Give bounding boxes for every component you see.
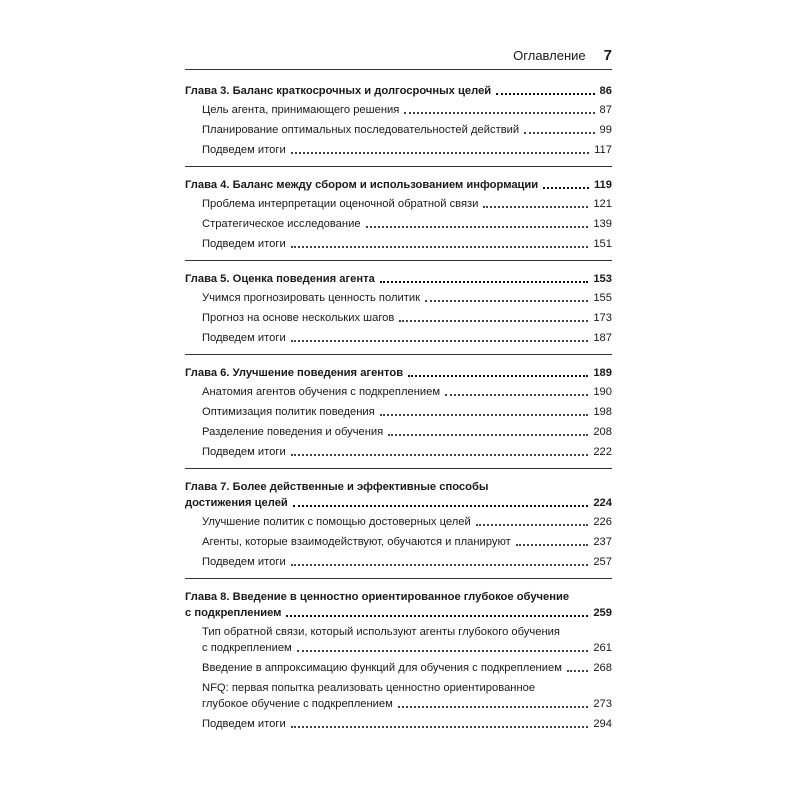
toc-chapter [185,589,612,740]
section-page-number: 268 [593,662,612,674]
toc-section-entry [185,444,612,460]
chapter-title-first-line: Глава 7. Более действенные и эффективные способы [185,481,489,493]
section-page-number: 117 [594,144,612,156]
dot-leader [516,543,589,546]
dot-leader [399,319,588,322]
table-of-contents [185,83,612,750]
toc-section-entry [185,680,612,712]
chapter-title: Глава 5. Оценка поведения агента [185,273,375,285]
section-page-number: 139 [593,218,612,230]
toc-section-entry [185,330,612,346]
toc-section-entry [185,310,612,326]
toc-section-entry [185,514,612,530]
chapter-page-number: 259 [593,607,612,619]
dot-leader [366,225,589,228]
section-page-number: 190 [593,386,612,398]
toc-section-entry [185,142,612,158]
toc-section-entry [185,102,612,118]
section-title: Агенты, которые взаимодействуют, обучаются и планируют [202,536,511,548]
chapter-title-first-line: Глава 8. Введение в ценностно ориентированное глубокое обучение [185,591,570,603]
dot-leader [291,245,589,248]
dot-leader [380,413,589,416]
chapter-heading [185,589,612,621]
dot-leader [291,453,589,456]
toc-section-entry [185,216,612,232]
toc-section-entry [185,236,612,252]
toc-section-entry [185,196,612,212]
section-title: Стратегическое исследование [202,218,361,230]
section-page-number: 257 [593,556,612,568]
toc-chapter [185,83,612,167]
chapter-title: Глава 6. Улучшение поведения агентов [185,367,404,379]
chapter-title: с подкреплением [185,607,282,619]
chapter-heading [185,365,612,381]
toc-section-entry [185,424,612,440]
dot-leader [445,393,588,396]
dot-leader [297,649,589,652]
section-title: Прогноз на основе нескольких шагов [202,312,395,324]
dot-leader [543,186,589,189]
section-page-number: 87 [599,104,612,116]
section-title: Оптимизация политик поведения [202,406,375,418]
toc-chapter [185,271,612,355]
dot-leader [291,339,589,342]
toc-section-entry [185,384,612,400]
dot-leader [293,504,589,507]
section-page-number: 226 [593,516,612,528]
running-header [513,47,612,64]
section-page-number: 155 [593,292,612,304]
toc-section-entry [185,534,612,550]
section-page-number: 198 [593,406,612,418]
dot-leader [524,131,594,134]
running-header-title: Оглавление [513,48,586,63]
section-page-number: 121 [593,198,612,210]
section-title: Подведем итоги [202,718,286,730]
section-title: Подведем итоги [202,446,286,458]
section-title: с подкреплением [202,642,292,654]
section-title: глубокое обучение с подкреплением [202,698,393,710]
toc-chapter [185,177,612,261]
toc-section-entry [185,290,612,306]
section-title: Подведем итоги [202,238,286,250]
section-page-number: 237 [593,536,612,548]
dot-leader [476,523,589,526]
section-page-number: 151 [593,238,612,250]
chapter-heading [185,271,612,287]
section-title: Проблема интерпретации оценочной обратной связи [202,198,479,210]
chapter-page-number: 86 [599,85,612,97]
section-page-number: 173 [593,312,612,324]
chapter-page-number: 119 [593,179,612,191]
chapter-title: достижения целей [185,497,288,509]
chapter-page-number: 153 [593,273,612,285]
section-title: Подведем итоги [202,332,286,344]
section-title: Улучшение политик с помощью достоверных целей [202,516,471,528]
toc-chapter [185,365,612,469]
toc-section-entry [185,716,612,732]
section-page-number: 187 [593,332,612,344]
section-page-number: 222 [593,446,612,458]
dot-leader [425,299,588,302]
section-title: Цель агента, принимающего решения [202,104,400,116]
section-title: Разделение поведения и обучения [202,426,384,438]
toc-section-entry [185,624,612,656]
dot-leader [291,563,589,566]
dot-leader [291,725,589,728]
section-page-number: 273 [593,698,612,710]
toc-section-entry [185,122,612,138]
chapter-title: Глава 4. Баланс между сбором и использованием информации [185,179,539,191]
dot-leader [398,705,589,708]
dot-leader [380,280,589,283]
chapter-title: Глава 3. Баланс краткосрочных и долгосрочных целей [185,85,492,97]
dot-leader [567,669,588,672]
section-title: Учимся прогнозировать ценность политик [202,292,420,304]
section-page-number: 294 [593,718,612,730]
dot-leader [388,433,588,436]
toc-section-entry [185,660,612,676]
dot-leader [404,111,594,114]
section-page-number: 261 [593,642,612,654]
section-title: Подведем итоги [202,556,286,568]
chapter-heading [185,177,612,193]
toc-section-entry [185,554,612,570]
toc-chapter [185,479,612,579]
section-title: Подведем итоги [202,144,286,156]
chapter-page-number: 224 [593,497,612,509]
section-page-number: 99 [599,124,612,136]
header-rule [185,69,612,70]
chapter-page-number: 189 [593,367,612,379]
section-title: Планирование оптимальных последовательностей действий [202,124,520,136]
section-title: Введение в аппроксимацию функций для обучения с подкреплением [202,662,562,674]
section-page-number: 208 [593,426,612,438]
toc-section-entry [185,404,612,420]
dot-leader [286,614,588,617]
dot-leader [483,205,588,208]
dot-leader [496,92,594,95]
dot-leader [291,151,589,154]
dot-leader [408,374,588,377]
section-title-first-line: NFQ: первая попытка реализовать ценностно ориентированное [202,682,536,694]
section-title-first-line: Тип обратной связи, который используют агенты глубокого обучения [202,626,560,638]
chapter-heading [185,83,612,99]
page-number: 7 [603,47,612,64]
chapter-heading [185,479,612,511]
section-title: Анатомия агентов обучения с подкреплением [202,386,441,398]
